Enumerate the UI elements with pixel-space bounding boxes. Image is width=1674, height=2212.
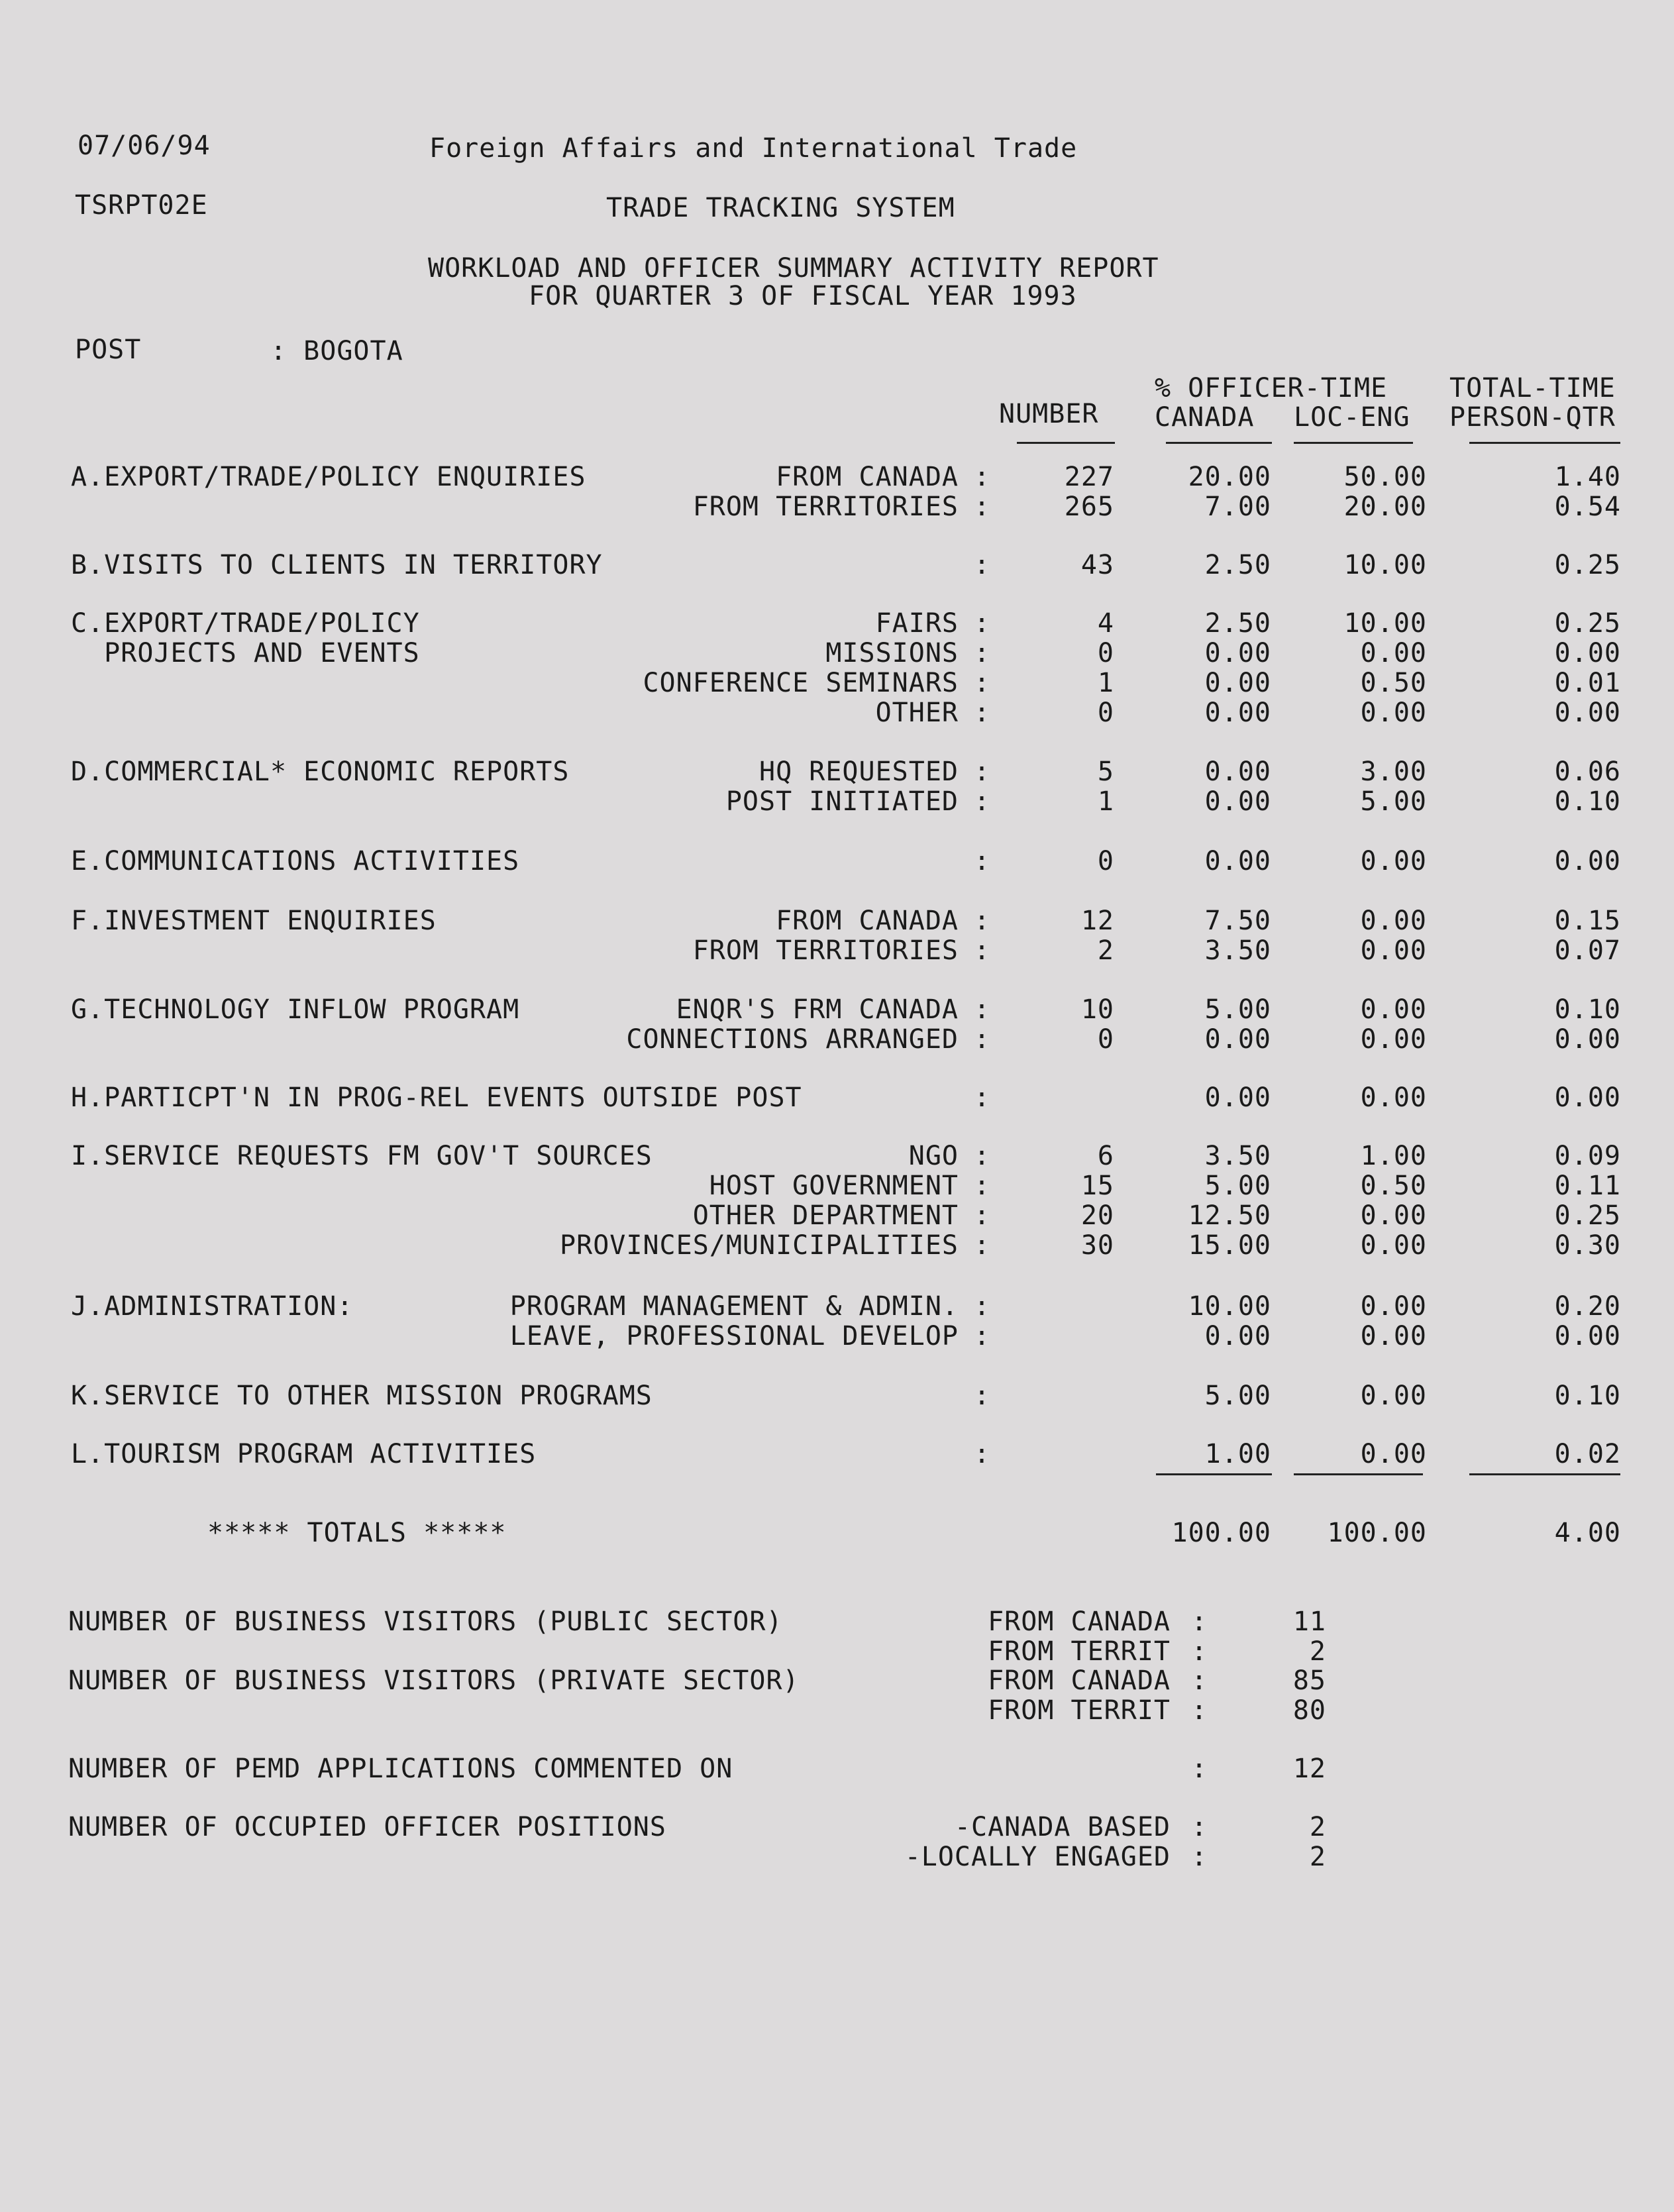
row-canada-pct: 12.50 [1188, 1200, 1271, 1231]
totals-canada: 100.00 [1171, 1518, 1271, 1548]
row-person-qtr: 0.11 [1554, 1171, 1621, 1201]
row-number: 20 [1080, 1200, 1114, 1231]
row-number: 4 [1097, 608, 1114, 639]
row-canada-pct: 0.00 [1204, 846, 1271, 876]
row-loc-eng-pct: 0.00 [1360, 1024, 1427, 1055]
report-code: TSRPT02E [75, 190, 208, 221]
row-colon: : [974, 668, 991, 698]
row-number: 0 [1097, 698, 1114, 728]
row-person-qtr: 0.00 [1554, 1321, 1621, 1351]
row-person-qtr: 0.00 [1554, 698, 1621, 728]
row-sublabel: HOST GOVERNMENT [709, 1171, 959, 1201]
row-colon: : [974, 786, 991, 817]
row-canada-pct: 0.00 [1204, 698, 1271, 728]
row-canada-pct: 15.00 [1188, 1230, 1271, 1261]
row-number: 1 [1097, 668, 1114, 698]
row-canada-pct: 0.00 [1204, 757, 1271, 787]
row-sublabel: PROVINCES/MUNICIPALITIES [560, 1230, 959, 1261]
row-colon: : [974, 492, 991, 522]
person-qtr-header: PERSON-QTR [1449, 402, 1616, 433]
row-number: 265 [1064, 492, 1114, 522]
row-canada-pct: 0.00 [1204, 638, 1271, 668]
row-number: 227 [1064, 462, 1114, 492]
row-colon: : [974, 757, 991, 787]
loc-eng-underline [1294, 442, 1413, 444]
summary-value: 85 [1292, 1665, 1326, 1696]
summary-value: 12 [1292, 1754, 1326, 1784]
row-canada-pct: 2.50 [1204, 550, 1271, 580]
row-person-qtr: 0.00 [1554, 846, 1621, 876]
summary-sublabel: FROM TERRIT [988, 1636, 1171, 1667]
summary-value: 2 [1309, 1842, 1326, 1872]
canada-underline [1166, 442, 1272, 444]
summary-colon: : [1191, 1842, 1208, 1872]
row-colon: : [974, 1024, 991, 1055]
loc-eng-header: LOC-ENG [1294, 402, 1410, 433]
row-sublabel: FAIRS [875, 608, 959, 639]
canada-header: CANADA [1155, 402, 1255, 433]
row-sublabel: HQ REQUESTED [759, 757, 959, 787]
row-number: 0 [1097, 1024, 1114, 1055]
row-colon: : [974, 1439, 991, 1469]
post-value: : BOGOTA [270, 336, 403, 366]
row-number: 0 [1097, 846, 1114, 876]
row-canada-pct: 0.00 [1204, 1082, 1271, 1113]
row-canada-pct: 10.00 [1188, 1291, 1271, 1322]
row-sublabel: FROM TERRITORIES [692, 935, 959, 966]
row-label: C.EXPORT/TRADE/POLICY [71, 608, 420, 639]
summary-sublabel: FROM CANADA [988, 1665, 1171, 1696]
summary-value: 2 [1309, 1812, 1326, 1842]
row-colon: : [974, 550, 991, 580]
row-sublabel: CONNECTIONS ARRANGED [626, 1024, 959, 1055]
row-person-qtr: 0.54 [1554, 492, 1621, 522]
pct-officer-time-header: % OFFICER-TIME [1155, 373, 1388, 403]
row-person-qtr: 0.25 [1554, 608, 1621, 639]
row-colon: : [974, 1141, 991, 1171]
person-qtr-total-rule [1469, 1473, 1620, 1475]
summary-sublabel: FROM CANADA [988, 1606, 1171, 1637]
row-label: H.PARTICPT'N IN PROG-REL EVENTS OUTSIDE POST [71, 1082, 802, 1113]
row-sublabel: LEAVE, PROFESSIONAL DEVELOP [509, 1321, 959, 1351]
row-loc-eng-pct: 20.00 [1343, 492, 1427, 522]
summary-label: NUMBER OF BUSINESS VISITORS (PRIVATE SECTOR) [68, 1665, 800, 1696]
row-number: 0 [1097, 638, 1114, 668]
row-loc-eng-pct: 5.00 [1360, 786, 1427, 817]
summary-label: NUMBER OF OCCUPIED OFFICER POSITIONS [68, 1812, 666, 1842]
row-label: J.ADMINISTRATION: [71, 1291, 354, 1322]
summary-value: 80 [1292, 1695, 1326, 1726]
row-number: 5 [1097, 757, 1114, 787]
row-canada-pct: 3.50 [1204, 1141, 1271, 1171]
summary-label: NUMBER OF BUSINESS VISITORS (PUBLIC SECTOR) [68, 1606, 783, 1637]
row-person-qtr: 0.00 [1554, 1082, 1621, 1113]
row-sublabel: PROGRAM MANAGEMENT & ADMIN. [509, 1291, 959, 1322]
row-colon: : [974, 462, 991, 492]
row-number: 10 [1080, 994, 1114, 1025]
row-canada-pct: 5.00 [1204, 1171, 1271, 1201]
summary-colon: : [1191, 1606, 1208, 1637]
row-label: B.VISITS TO CLIENTS IN TERRITORY [71, 550, 603, 580]
row-loc-eng-pct: 0.00 [1360, 935, 1427, 966]
row-canada-pct: 0.00 [1204, 668, 1271, 698]
row-sublabel: FROM CANADA [776, 462, 959, 492]
row-person-qtr: 1.40 [1554, 462, 1621, 492]
row-colon: : [974, 1291, 991, 1322]
summary-label: NUMBER OF PEMD APPLICATIONS COMMENTED ON [68, 1754, 733, 1784]
row-sublabel: NGO [908, 1141, 959, 1171]
row-label: L.TOURISM PROGRAM ACTIVITIES [71, 1439, 537, 1469]
row-number: 2 [1097, 935, 1114, 966]
row-person-qtr: 0.00 [1554, 638, 1621, 668]
row-person-qtr: 0.10 [1554, 1381, 1621, 1411]
row-sublabel: FROM TERRITORIES [692, 492, 959, 522]
number-underline [1017, 442, 1115, 444]
person-qtr-underline [1469, 442, 1620, 444]
row-canada-pct: 1.00 [1204, 1439, 1271, 1469]
row-loc-eng-pct: 0.00 [1360, 1291, 1427, 1322]
row-loc-eng-pct: 0.50 [1360, 668, 1427, 698]
report-date: 07/06/94 [78, 131, 211, 161]
report-title: WORKLOAD AND OFFICER SUMMARY ACTIVITY REPORT [428, 253, 1159, 284]
row-person-qtr: 0.02 [1554, 1439, 1621, 1469]
row-loc-eng-pct: 0.00 [1360, 698, 1427, 728]
row-loc-eng-pct: 50.00 [1343, 462, 1427, 492]
row-label: E.COMMUNICATIONS ACTIVITIES [71, 846, 520, 876]
row-colon: : [974, 1321, 991, 1351]
row-person-qtr: 0.01 [1554, 668, 1621, 698]
row-canada-pct: 0.00 [1204, 1024, 1271, 1055]
row-label: G.TECHNOLOGY INFLOW PROGRAM [71, 994, 520, 1025]
summary-colon: : [1191, 1665, 1208, 1696]
post-label: POST [75, 335, 142, 365]
row-colon: : [974, 1200, 991, 1231]
row-loc-eng-pct: 0.00 [1360, 906, 1427, 936]
row-canada-pct: 5.00 [1204, 1381, 1271, 1411]
row-number: 12 [1080, 906, 1114, 936]
number-header: NUMBER [999, 399, 1099, 429]
row-person-qtr: 0.25 [1554, 550, 1621, 580]
row-canada-pct: 5.00 [1204, 994, 1271, 1025]
row-number: 30 [1080, 1230, 1114, 1261]
summary-value: 2 [1309, 1636, 1326, 1667]
row-colon: : [974, 935, 991, 966]
summary-colon: : [1191, 1812, 1208, 1842]
row-label: PROJECTS AND EVENTS [71, 638, 420, 668]
report-subtitle: FOR QUARTER 3 OF FISCAL YEAR 1993 [529, 281, 1077, 311]
row-loc-eng-pct: 0.00 [1360, 1200, 1427, 1231]
row-person-qtr: 0.00 [1554, 1024, 1621, 1055]
totals-person-qtr: 4.00 [1554, 1518, 1621, 1548]
summary-colon: : [1191, 1754, 1208, 1784]
totals-loc-eng: 100.00 [1327, 1518, 1427, 1548]
loc-eng-total-rule [1294, 1473, 1423, 1475]
summary-colon: : [1191, 1636, 1208, 1667]
row-person-qtr: 0.10 [1554, 786, 1621, 817]
row-number: 6 [1097, 1141, 1114, 1171]
row-colon: : [974, 1230, 991, 1261]
row-loc-eng-pct: 10.00 [1343, 550, 1427, 580]
row-canada-pct: 7.50 [1204, 906, 1271, 936]
row-sublabel: OTHER [875, 698, 959, 728]
row-loc-eng-pct: 0.00 [1360, 638, 1427, 668]
canada-total-rule [1156, 1473, 1272, 1475]
summary-sublabel: -LOCALLY ENGAGED [904, 1842, 1171, 1872]
row-label: D.COMMERCIAL* ECONOMIC REPORTS [71, 757, 570, 787]
row-label: I.SERVICE REQUESTS FM GOV'T SOURCES [71, 1141, 653, 1171]
row-person-qtr: 0.07 [1554, 935, 1621, 966]
total-time-header: TOTAL-TIME [1449, 373, 1616, 403]
row-loc-eng-pct: 0.00 [1360, 1082, 1427, 1113]
row-person-qtr: 0.15 [1554, 906, 1621, 936]
row-person-qtr: 0.20 [1554, 1291, 1621, 1322]
row-loc-eng-pct: 0.00 [1360, 1321, 1427, 1351]
row-person-qtr: 0.06 [1554, 757, 1621, 787]
row-colon: : [974, 906, 991, 936]
row-canada-pct: 20.00 [1188, 462, 1271, 492]
row-person-qtr: 0.30 [1554, 1230, 1621, 1261]
row-loc-eng-pct: 0.00 [1360, 994, 1427, 1025]
row-colon: : [974, 1381, 991, 1411]
row-sublabel: MISSIONS [825, 638, 959, 668]
department-name: Foreign Affairs and International Trade [429, 133, 1078, 164]
summary-value: 11 [1292, 1606, 1326, 1637]
row-colon: : [974, 846, 991, 876]
row-sublabel: OTHER DEPARTMENT [692, 1200, 959, 1231]
row-loc-eng-pct: 0.00 [1360, 1439, 1427, 1469]
row-colon: : [974, 1171, 991, 1201]
row-colon: : [974, 698, 991, 728]
summary-sublabel: -CANADA BASED [954, 1812, 1171, 1842]
row-number: 15 [1080, 1171, 1114, 1201]
row-person-qtr: 0.10 [1554, 994, 1621, 1025]
row-label: K.SERVICE TO OTHER MISSION PROGRAMS [71, 1381, 653, 1411]
row-canada-pct: 0.00 [1204, 786, 1271, 817]
row-canada-pct: 3.50 [1204, 935, 1271, 966]
row-canada-pct: 0.00 [1204, 1321, 1271, 1351]
row-colon: : [974, 638, 991, 668]
row-colon: : [974, 608, 991, 639]
totals-label: ***** TOTALS ***** [207, 1518, 507, 1548]
row-canada-pct: 2.50 [1204, 608, 1271, 639]
row-colon: : [974, 994, 991, 1025]
summary-colon: : [1191, 1695, 1208, 1726]
row-sublabel: CONFERENCE SEMINARS [643, 668, 959, 698]
row-loc-eng-pct: 0.50 [1360, 1171, 1427, 1201]
row-sublabel: ENQR'S FRM CANADA [676, 994, 959, 1025]
row-loc-eng-pct: 1.00 [1360, 1141, 1427, 1171]
row-loc-eng-pct: 0.00 [1360, 1230, 1427, 1261]
row-number: 1 [1097, 786, 1114, 817]
row-loc-eng-pct: 10.00 [1343, 608, 1427, 639]
row-label: F.INVESTMENT ENQUIRIES [71, 906, 437, 936]
row-canada-pct: 7.00 [1204, 492, 1271, 522]
row-colon: : [974, 1082, 991, 1113]
system-name: TRADE TRACKING SYSTEM [606, 193, 955, 223]
row-loc-eng-pct: 0.00 [1360, 846, 1427, 876]
row-label: A.EXPORT/TRADE/POLICY ENQUIRIES [71, 462, 586, 492]
row-person-qtr: 0.25 [1554, 1200, 1621, 1231]
row-number: 43 [1080, 550, 1114, 580]
row-person-qtr: 0.09 [1554, 1141, 1621, 1171]
summary-sublabel: FROM TERRIT [988, 1695, 1171, 1726]
row-loc-eng-pct: 3.00 [1360, 757, 1427, 787]
row-sublabel: FROM CANADA [776, 906, 959, 936]
row-sublabel: POST INITIATED [725, 786, 959, 817]
row-loc-eng-pct: 0.00 [1360, 1381, 1427, 1411]
